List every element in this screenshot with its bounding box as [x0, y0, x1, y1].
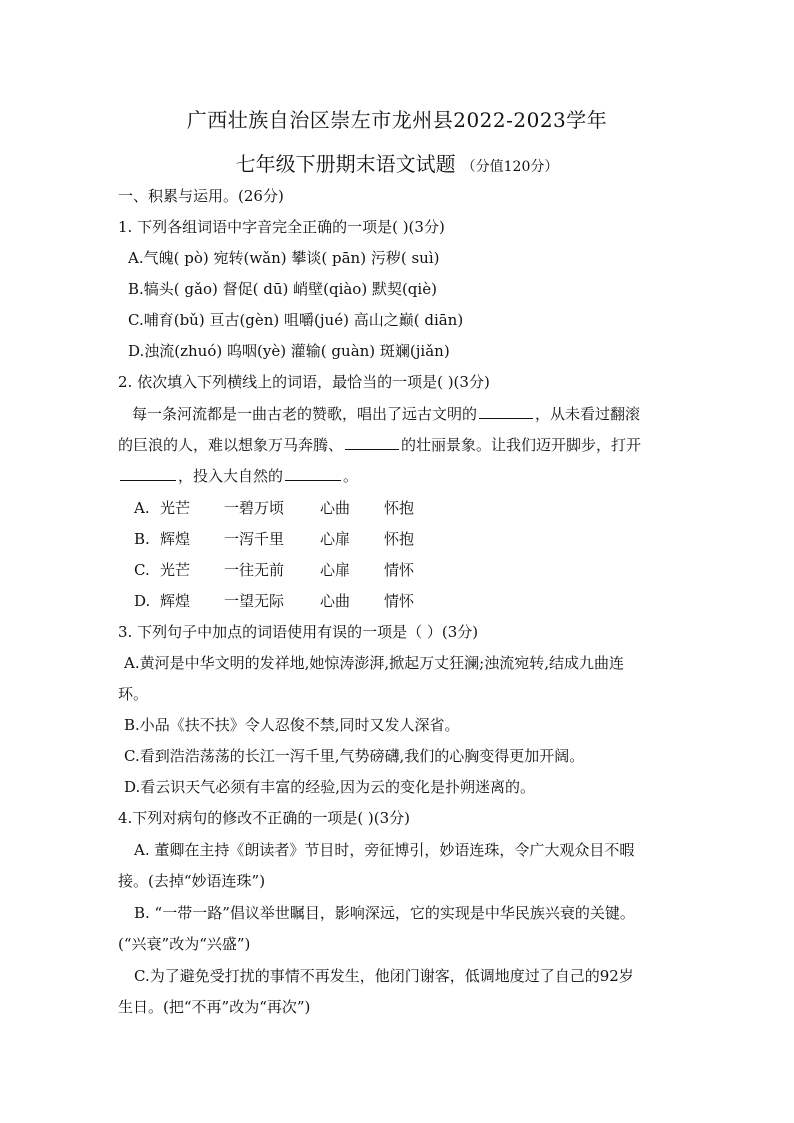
q2-passage-line1: [132, 404, 640, 424]
option-word: 一望无际: [224, 592, 285, 610]
q4-option-c-line1: C.为了避免受打扰的事情不再发生，他闭门谢客，低调地度过了自己的92岁: [134, 967, 634, 985]
option-letter: B.: [134, 530, 150, 548]
option-letter: A.: [134, 499, 150, 517]
q3-option-c: C.看到浩浩荡荡的长江一泻千里,气势磅礴,我们的心胸变得更加开阔。: [124, 747, 585, 765]
option-word: 光芒: [160, 499, 191, 517]
exam-title-line1: 广西壮族自治区崇左市龙州县2022-2023学年: [186, 108, 608, 132]
passage-text: 的壮丽景象。让我们迈开脚步，打开: [401, 436, 642, 454]
exam-title-line2: [0, 148, 794, 177]
q3-option-d: D.看云识天气必须有丰富的经验,因为云的变化是扑朔迷离的。: [124, 778, 536, 796]
option-word: 光芒: [160, 561, 191, 579]
q2-passage-line3: [118, 466, 358, 486]
score-note: （分值120分）: [461, 159, 559, 175]
fill-blank-2: [345, 435, 399, 450]
q3-option-a-line2: 环。: [118, 685, 149, 703]
fill-blank-4: [285, 466, 341, 481]
q1-stem: 1. 下列各组词语中字音完全正确的一项是( )(3分): [118, 218, 445, 236]
q2-stem: 2. 依次填入下列横线上的词语，最恰当的一项是( )(3分): [118, 373, 490, 391]
option-word: 情怀: [384, 561, 415, 579]
q4-option-a-line1: A. 董卿在主持《朗读者》节目时，旁征博引，妙语连珠，令广大观众目不暇: [134, 841, 635, 859]
q4-option-a-line2: 接。(去掉“妙语连珠”): [118, 872, 266, 890]
q1-option-b: B.犒头( gǎo) 督促( dū) 峭壁(qiào) 默契(qiè): [128, 280, 437, 298]
option-word: 怀抱: [384, 499, 415, 517]
option-word: 辉煌: [160, 530, 191, 548]
q1-option-a: A.气魄( pò) 宛转(wǎn) 攀谈( pān) 污秽( suì): [128, 249, 440, 267]
q3-stem: 3. 下列句子中加点的词语使用有误的一项是（ ）(3分): [118, 623, 479, 641]
q1-option-c: C.哺育(bǔ) 亘古(gèn) 咀嚼(jué) 高山之巅( diān): [128, 311, 464, 329]
fill-blank-1: [479, 404, 533, 419]
option-word: 心扉: [320, 561, 351, 579]
q1-option-d: D.浊流(zhuó) 呜咽(yè) 灌输( guàn) 斑斓(jiǎn): [128, 342, 450, 360]
option-word: 心曲: [320, 499, 351, 517]
q3-option-a-line1: A.黄河是中华文明的发祥地,她惊涛澎湃,掀起万丈狂澜;浊流宛转,结成九曲连: [124, 654, 624, 672]
q3-option-b: B.小品《扶不扶》令人忍俊不禁,同时又发人深省。: [124, 716, 460, 734]
fill-blank-3: [120, 466, 176, 481]
passage-text: 。: [343, 467, 359, 485]
option-word: 心曲: [320, 592, 351, 610]
passage-text: ，从未看过翻滚: [535, 405, 641, 423]
option-word: 心扉: [320, 530, 351, 548]
option-letter: D.: [134, 592, 151, 610]
option-word: 怀抱: [384, 530, 415, 548]
option-word: 一碧万顷: [224, 499, 285, 517]
passage-text: 每一条河流都是一曲古老的赞歌，唱出了远古文明的: [132, 405, 478, 423]
q4-option-b-line1: B. “一带一路”倡议举世瞩目，影响深远，它的实现是中华民族兴衰的关键。: [134, 904, 635, 922]
option-word: 情怀: [384, 592, 415, 610]
option-letter: C.: [134, 561, 150, 579]
section-heading: 一、积累与运用。(26分): [118, 187, 284, 205]
q4-stem: 4.下列对病句的修改不正确的一项是( )(3分): [118, 809, 411, 827]
passage-text: 的巨浪的人，难以想象万马奔腾、: [118, 436, 344, 454]
q4-option-c-line2: 生日。(把“不再”改为“再次”): [118, 998, 311, 1016]
q2-passage-line2: [118, 435, 641, 455]
option-word: 一往无前: [224, 561, 285, 579]
exam-subtitle: 七年级下册期末语文试题: [235, 152, 456, 176]
q4-option-b-line2: (“兴衰”改为“兴盛”): [118, 935, 251, 953]
passage-text: ，投入大自然的: [178, 467, 284, 485]
option-word: 辉煌: [160, 592, 191, 610]
option-word: 一泻千里: [224, 530, 285, 548]
